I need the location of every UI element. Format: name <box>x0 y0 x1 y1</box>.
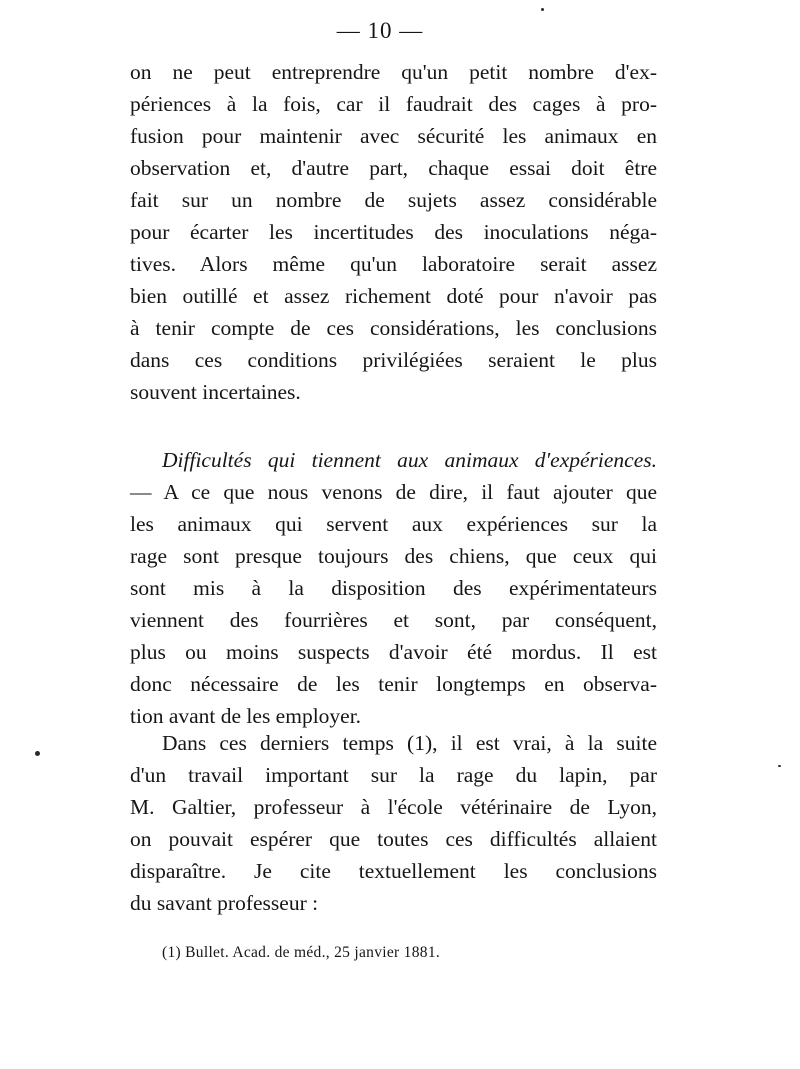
text-line: d'un travail important sur la rage du lapin, par <box>130 763 657 787</box>
ink-speck <box>778 765 781 767</box>
text-line: observation et, d'autre part, chaque essai doit être <box>130 156 657 180</box>
text-line: rage sont presque toujours des chiens, que ceux qui <box>130 544 657 568</box>
footnote: (1) Bullet. Acad. de méd., 25 janvier 1881. <box>162 944 441 961</box>
text-line: périences à la fois, car il faudrait des cages à pro- <box>130 92 657 116</box>
paragraph-galtier-work <box>130 727 657 919</box>
text-line: on ne peut entreprendre qu'un petit nombre d'ex- <box>130 60 657 84</box>
text-line: on pouvait espérer que toutes ces difficultés allaient <box>130 827 657 851</box>
text-line: sont mis à la disposition des expérimentateurs <box>130 576 657 600</box>
text-line: du savant professeur : <box>130 891 319 915</box>
text-line: fait sur un nombre de sujets assez considérable <box>130 188 657 212</box>
text-line: — A ce que nous venons de dire, il faut ajouter que <box>130 480 657 504</box>
text-line: dans ces conditions privilégiées seraient le plus <box>130 348 657 372</box>
text-line: les animaux qui servent aux expériences sur la <box>130 512 657 536</box>
ink-speck <box>541 8 544 11</box>
section-heading-text: Difficultés qui tiennent aux animaux d'expériences. <box>162 448 657 472</box>
text-line: disparaître. Je cite textuellement les conclusions <box>130 859 657 883</box>
text-line: donc nécessaire de les tenir longtemps en observa- <box>130 672 657 696</box>
text-line: pour écarter les incertitudes des inoculations néga- <box>130 220 657 244</box>
text-line: bien outillé et assez richement doté pour n'avoir pas <box>130 284 657 308</box>
text-line: tion avant de les employer. <box>130 704 362 728</box>
text-line: viennent des fourrières et sont, par conséquent, <box>130 608 657 632</box>
text-line: Dans ces derniers temps (1), il est vrai, à la suite <box>162 731 657 755</box>
text-line: tives. Alors même qu'un laboratoire serait assez <box>130 252 657 276</box>
text-line: M. Galtier, professeur à l'école vétérinaire de Lyon, <box>130 795 657 819</box>
section-heading <box>130 444 657 476</box>
text-line: à tenir compte de ces considérations, les conclusions <box>130 316 657 340</box>
paragraph-animal-difficulties <box>130 444 657 732</box>
page-number: — 10 — <box>336 18 424 43</box>
ink-speck <box>35 751 40 756</box>
paragraph-cages-and-inoculations <box>130 56 657 408</box>
text-line: souvent incertaines. <box>130 380 301 404</box>
text-line: plus ou moins suspects d'avoir été mordus. Il est <box>130 640 657 664</box>
text-line: fusion pour maintenir avec sécurité les animaux en <box>130 124 657 148</box>
